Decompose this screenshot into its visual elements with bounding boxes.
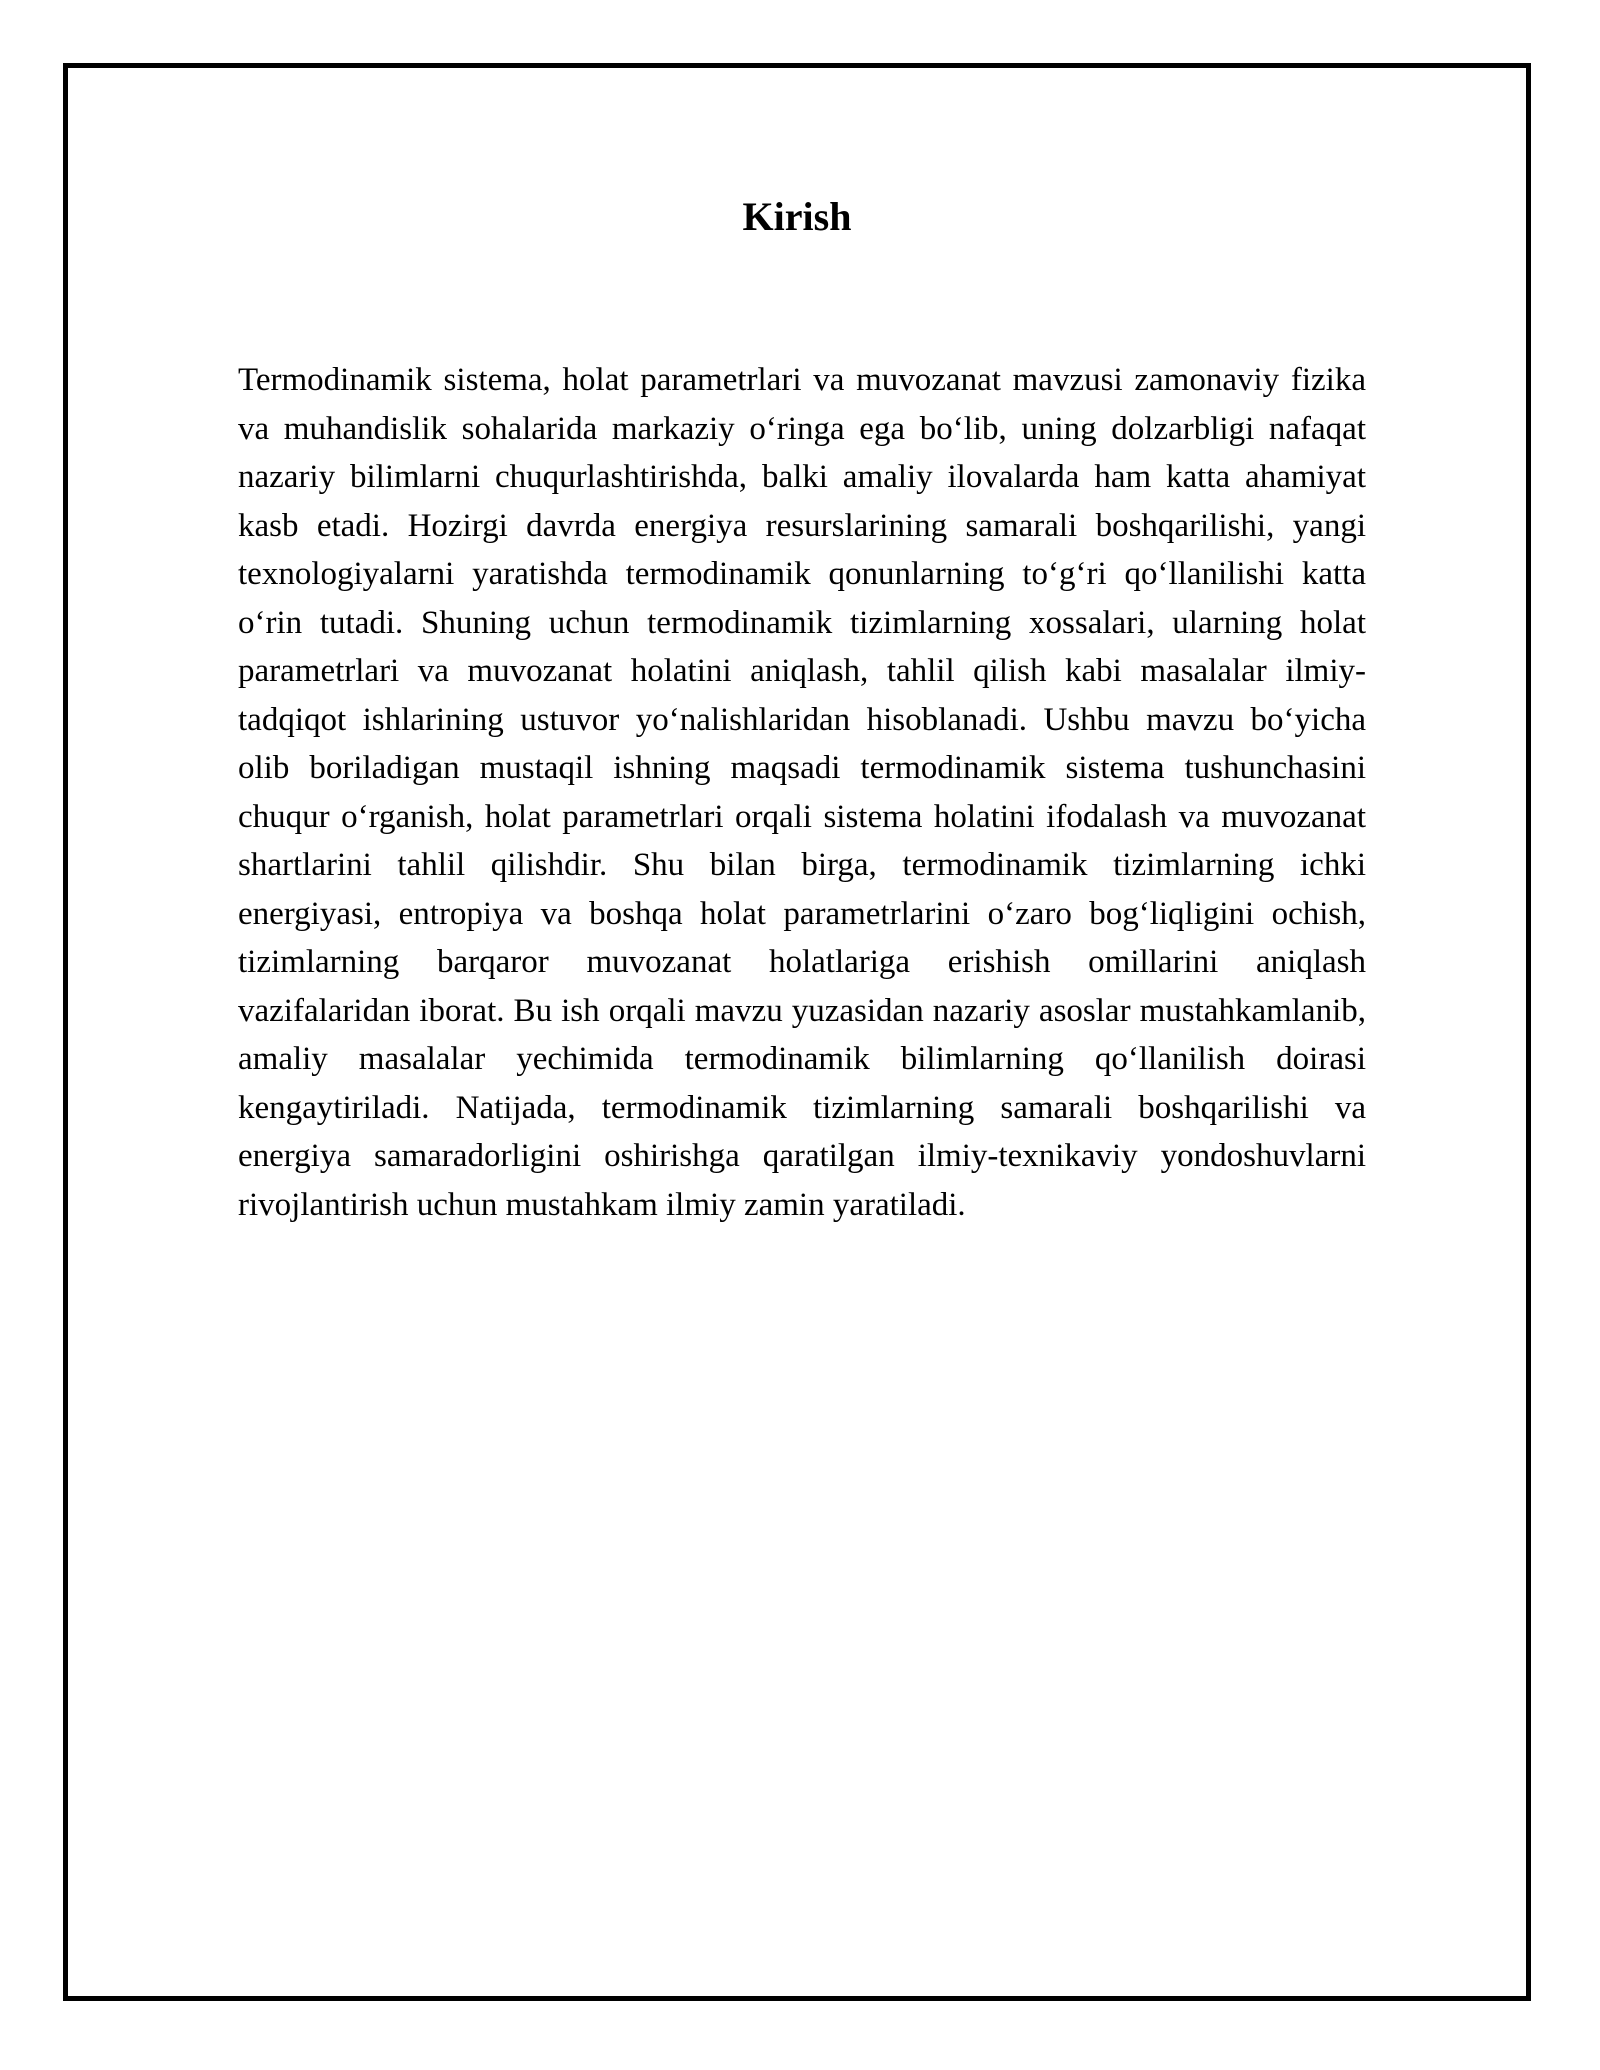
page-title: Kirish xyxy=(742,194,852,239)
page-border-frame xyxy=(63,63,1531,2001)
body-paragraph: Termodinamik sistema, holat parametrlari va muvozanat mavzusi zamonaviy fizika va muhandislik sohalarida markaziy o‘ringa ega bo‘lib, uning dolzarbligi nafaqat nazariy bilimlarni chuqurlashtirishda, balki amaliy ilovalarda ham katta ahamiyat kasb etadi. Hozirgi davrda energiya resurslarining samarali boshqarilishi, yangi texnologiyalarni yaratishda termodinamik qonunlarning to‘g‘ri qo‘llanilishi katta o‘rin tutadi. Shuning uchun termodinamik tizimlarning xossalari, ularning holat parametrlari va muvozanat holatini aniqlash, tahlil qilish kabi masalalar ilmiy-tadqiqot ishlarining ustuvor yo‘nalishlaridan hisoblanadi. Ushbu mavzu bo‘yicha olib boriladigan mustaqil ishning maqsadi termodinamik sistema tushunchasini chuqur o‘rganish, holat parametrlari orqali sistema holatini ifodalash va muvozanat shartlarini tahlil qilishdir. Shu bilan birga, termodinamik tizimlarning ichki energiyasi, entropiya va boshqa holat parametrlarini o‘zaro bog‘liqligini ochish, tizimlarning barqaror muvozanat holatlariga erishish omillarini aniqlash vazifalaridan iborat. Bu ish orqali mavzu yuzasidan nazariy asoslar mustahkamlanib, amaliy masalalar yechimida termodinamik bilimlarning qo‘llanilish doirasi kengaytiriladi. Natijada, termodinamik tizimlarning samarali boshqarilishi va energiya samaradorligini oshirishga qaratilgan ilmiy-texnikaviy yondoshuvlarni rivojlantirish uchun mustahkam ilmiy zamin yaratiladi. xyxy=(238,362,1366,1223)
